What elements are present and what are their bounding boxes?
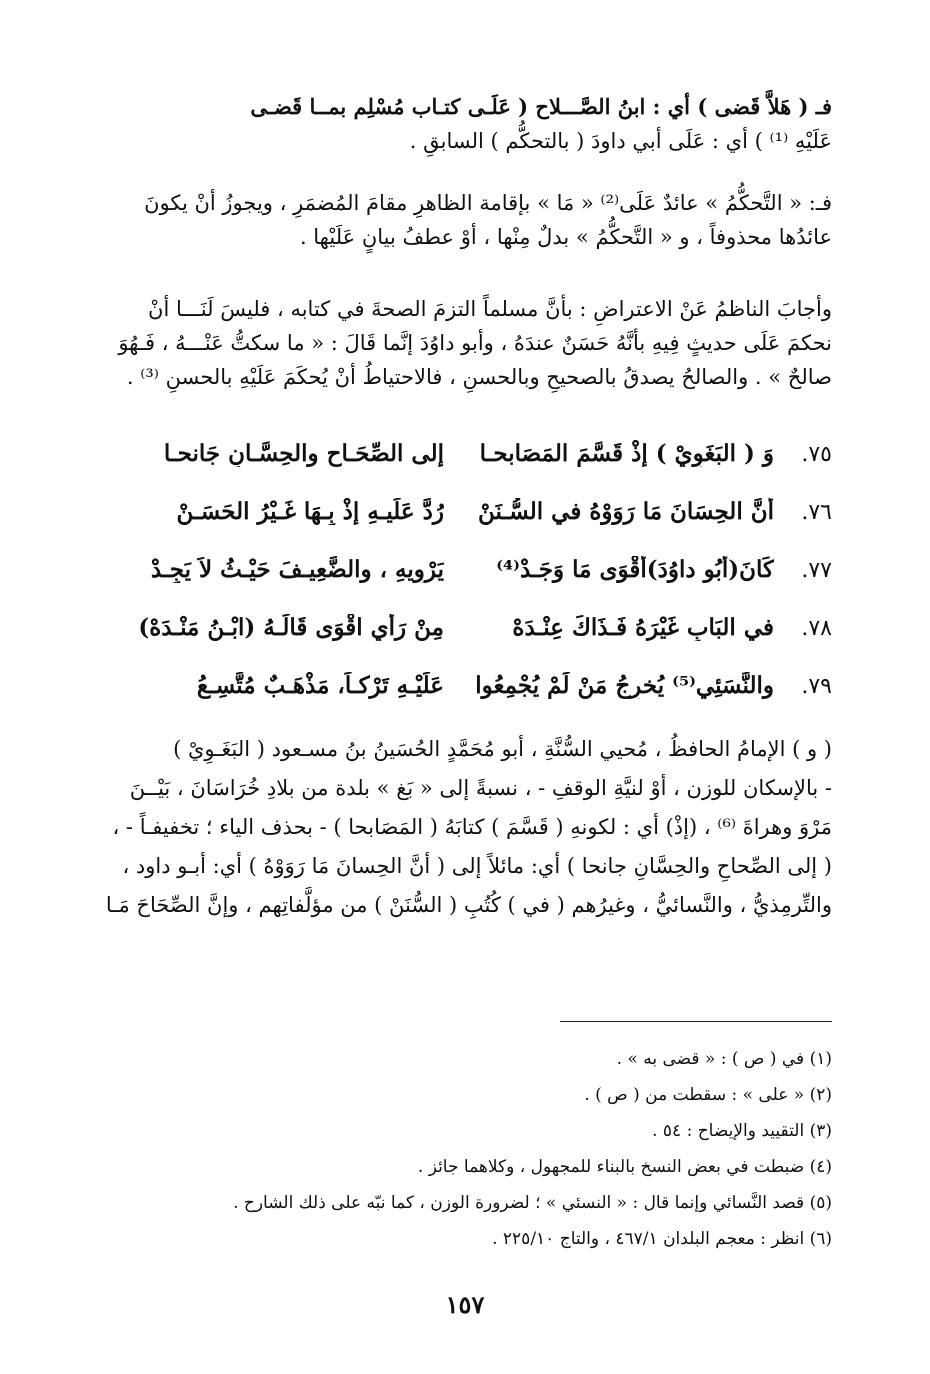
paragraph-commentary-3 [95,292,832,394]
paragraph-line: فـ ( هَلاَّ قَضى ) أي : ابنُ الصَّـــلاح ( عَلَـى كتـاب مُسْلِم بمــا قَضـى [250,94,832,119]
verse-second-hemistich: يَرْوِيهِ ، والضَّعِيـفَ حَيْـثُ لاَ يَجِـدْ [150,556,444,583]
paragraph-line: وأجابَ الناظمُ عَنْ الاعتراضِ : بأنَّ مسلماً التزمَ الصحةَ في كتابه ، فليسَ لَنَـــا أنْ [148,297,832,321]
verse-number: ٧٩. [801,674,832,699]
verse-number: ٧٥. [801,442,832,467]
verse-76 [95,498,832,556]
paragraph-commentary-4 [95,730,832,925]
footnote-separator [560,1021,832,1022]
paragraph-commentary-2 [95,186,832,254]
verse-number: ٧٦. [801,500,832,525]
verse-second-hemistich: رُدَّ عَلَيـهِ إذْ بِـهَا غَـيْرُ الحَسَـنْ [176,498,444,525]
poem-verses [95,440,832,730]
paragraph-line: مَرْوَ وهراةَ ⁽⁶⁾ ، (إذْ) أي : لكونهِ ( قَسَّمَ ) كتابَهُ ( المَصَابحا ) - بحذف الياء ؛ تخفيفـاً - ، [112,815,832,839]
footnote-2: (٢) « على » : سقطت من ( ص ) . [584,1085,832,1105]
verse-79 [95,672,832,730]
footnote-1: (١) في ( ص ) : « قضى به » . [616,1049,832,1069]
paragraph-line: ( إلى الصِّحاحِ والحِسَّانِ جانحا ) أي: مائلاً إلى ( أنَّ الحِسانَ مَا رَوَوْهُ ) أي: أبـو داود ، [122,854,832,878]
paragraph-line: عَلَيْهِ ⁽¹⁾ ) أي : عَلَى أبي داودَ ( بالتحكُّم ) السابقِ . [409,129,832,153]
footnote-3: (٣) التقييد والإيضاح : ٥٤ . [652,1121,832,1141]
paragraph-line: - بالإسكان للوزن ، أوْ لنيَّةِ الوقفِ - ، نسبةً إلى « بَغ » بلدة من بلادِ خُرَاسَانَ ، بَيْــنَ [129,776,832,800]
verse-second-hemistich: مِنْ رَأيٍ اقْوَى قَالَـهُ (ابْـنُ مَنْـدَهْ) [138,614,444,641]
verse-number: ٧٧. [801,558,832,583]
verse-77 [95,556,832,614]
footnote-6: (٦) انظر : معجم البلدان ٤٦٧/١ ، والتاج ٢٢٥/١٠ . [492,1229,832,1249]
verse-second-hemistich: إلى الصِّحَـاحِ والحِسَّـانِ جَانحـا [163,440,444,467]
page-number: ١٥٧ [445,1290,485,1319]
paragraph-line: فـ: « التَّحكُّمُ » عائدٌ عَلَى⁽²⁾ « مَا » بإقامة الظاهرِ مقامَ المُضمَرِ ، ويجوزُ أنْ يكونَ [144,191,832,215]
verse-75 [95,440,832,498]
verse-first-hemistich: أنَّ الحِسَانَ مَا رَوَوْهُ في السُّـنَنْ [478,498,774,525]
verse-first-hemistich: في البَابِ غَيْرَهُ فَـذَاكَ عِنْـدَهْ [512,614,774,641]
verse-first-hemistich: كَانَ(أبُو داوُدَ)أقْوَى مَا وَجَـدْ⁽⁴⁾ [496,556,774,583]
verse-first-hemistich: والنَّسَئِي⁽⁵⁾ يُخرِجُ مَنْ لَمْ يُجْمِعُوا [475,672,774,699]
footnote-5: (٥) قصد النَّسائي وإنما قال : « النسئي » ؛ لضرورة الوزن ، كما نبّه على ذلك الشارح . [233,1193,832,1213]
paragraph-line: والتِّرمِذيُّ ، والنَّسائيُّ ، وغيرُهم ( في ) كُتُبِ ( السُّنَنْ ) من مؤلَّفاتِهم ، وإنَّ الصِّحَاحَ مَـا [105,893,832,917]
verse-number: ٧٨. [801,616,832,641]
paragraph-commentary-1 [95,90,832,158]
footnote-4: (٤) ضبطت في بعض النسخ بالبناء للمجهول ، وكلاهما جائز . [417,1157,832,1177]
paragraph-line: ( و ) الإمامُ الحافظُ ، مُحيي السُّنَّةِ ، أبو مُحَمَّدٍ الحُسَينُ بنُ مسـعود ( البَغَـوِيْ ) [173,737,832,761]
paragraph-line: نحكمَ عَلَى حديثٍ فِيهِ بأنَّهُ حَسَنٌ عندَهُ ، وأبو داوُدَ إنَّما قَالَ : « ما سكتُّ عَنْـــهُ ، فَـهُوَ [118,331,832,355]
footnotes [95,1041,832,1257]
verse-second-hemistich: عَلَيْـهِ تَرْكـاً، مَذْهَـبٌ مُتَّسِـعُ [196,672,444,699]
paragraph-line: عائدُها محذوفاً ، و « التَّحكُّمُ » بدلٌ مِنْها ، أوْ عطفُ بيانٍ عَلَيْها . [299,225,832,249]
verse-first-hemistich: وَ ( البَغَوِيْ ) إذْ قَسَّمَ المَصَابحـا [479,440,774,467]
verse-78 [95,614,832,672]
paragraph-line: صالحٌ » . والصالحُ يصدقُ بالصحيحِ وبالحسنِ ، فالاحتياطُ أنْ يُحكَمَ عَلَيْهِ بالحسنِ ⁽³⁾ . [126,365,832,389]
